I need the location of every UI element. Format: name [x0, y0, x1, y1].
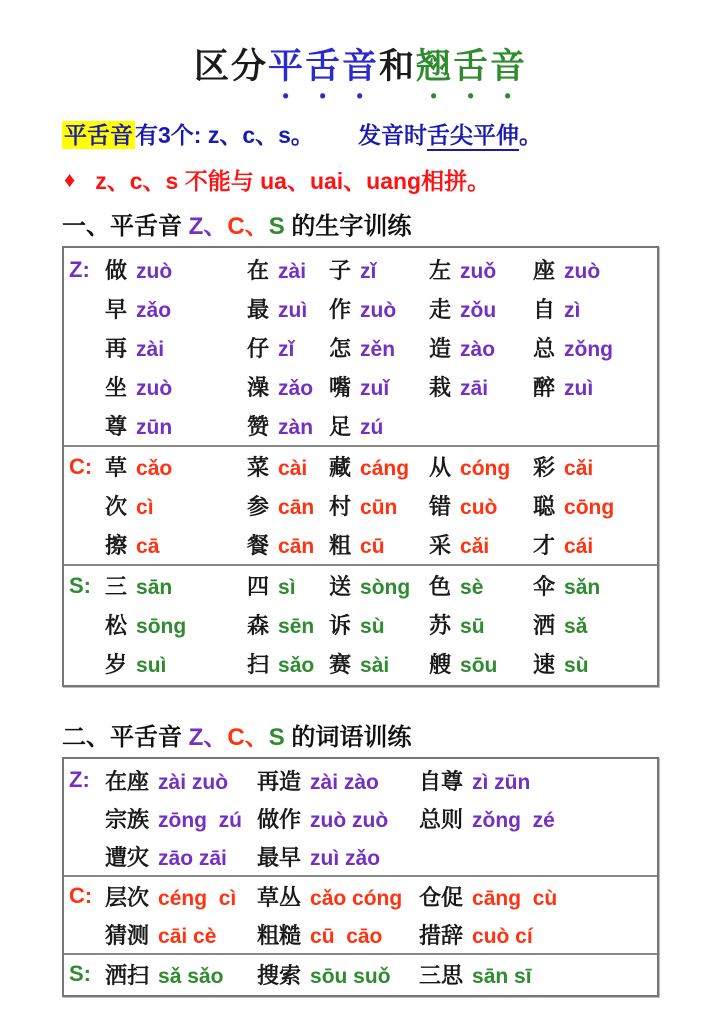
hanzi-text: 最早	[257, 844, 302, 870]
entry	[247, 648, 329, 679]
separator: 、	[244, 724, 269, 752]
hanzi-text: 最	[247, 297, 270, 323]
pinyin-text: zěn	[360, 338, 396, 362]
pinyin-text: cǎo cóng	[310, 886, 403, 910]
pinyin-text: sǎo	[278, 654, 315, 678]
title-retroflex-term: 翘舌音	[416, 47, 528, 86]
entry	[429, 371, 533, 402]
hanzi-text: 层次	[105, 884, 150, 910]
letter-s: S	[268, 213, 285, 241]
entry	[419, 959, 657, 990]
pinyin-text: sū	[460, 615, 485, 639]
hanzi-text: 粗糙	[257, 922, 302, 948]
hanzi-text: 再	[105, 336, 128, 362]
intro-line	[62, 120, 659, 151]
hanzi-text: 仔	[247, 336, 270, 362]
separator: 、	[244, 213, 269, 241]
pinyin-text: zāo zāi	[158, 846, 227, 870]
pinyin-text: cǎi	[564, 457, 594, 481]
entry	[533, 293, 657, 324]
hanzi-text: 苏	[429, 613, 452, 639]
hanzi-text: 醉	[533, 375, 556, 401]
pinyin-text: zǐ	[278, 338, 295, 362]
entry	[257, 765, 419, 796]
table-row	[64, 955, 657, 993]
pinyin-text: zàn	[278, 416, 314, 440]
table-section-s	[64, 564, 657, 683]
pinyin-text: zǐ	[360, 260, 377, 284]
hanzi-text: 在	[247, 258, 270, 284]
entry	[329, 490, 429, 521]
separator: 、	[203, 724, 228, 752]
entry	[533, 371, 657, 402]
entry	[257, 881, 419, 912]
pinyin-text: cáng	[360, 457, 410, 481]
pinyin-text: cuò cí	[472, 924, 533, 948]
entry	[105, 451, 247, 482]
hanzi-text: 宗族	[105, 806, 150, 832]
row-label: S:	[69, 961, 91, 987]
entry	[429, 648, 533, 679]
entry	[105, 648, 247, 679]
hanzi-text: 搜索	[257, 962, 302, 988]
hanzi-text: 岁	[105, 652, 128, 678]
entry	[419, 803, 657, 834]
entry	[533, 451, 657, 482]
pinyin-text: cóng	[460, 457, 511, 481]
table-section-z	[64, 761, 657, 875]
section2-heading	[62, 717, 659, 752]
pinyin-text: zú	[360, 416, 384, 440]
hanzi-text: 四	[247, 574, 270, 600]
entry	[533, 609, 657, 640]
entry	[247, 332, 329, 363]
letter-s: S	[268, 724, 285, 752]
pinyin-text: zuǐ	[360, 377, 390, 401]
intro-right	[358, 120, 542, 151]
table-row	[64, 486, 657, 525]
letter-c: C	[227, 724, 245, 752]
hanzi-text: 赞	[247, 414, 270, 440]
pinyin-text: cāng cù	[472, 886, 558, 910]
entry	[105, 609, 247, 640]
pinyin-text: sān	[136, 576, 173, 600]
table-row	[64, 525, 657, 564]
pinyin-text: sǎn	[564, 576, 601, 600]
pinyin-text: zài zuò	[158, 770, 229, 794]
hanzi-text: 扫	[247, 652, 270, 678]
entry	[533, 490, 657, 521]
pinyin-text: zuò	[360, 299, 397, 323]
hanzi-text: 森	[247, 613, 270, 639]
pinyin-text: sài	[360, 654, 390, 678]
section2-suffix: 的词语训练	[284, 724, 412, 752]
hanzi-text: 总	[533, 336, 556, 362]
hanzi-text: 再造	[257, 768, 302, 794]
pinyin-text: sù	[564, 654, 589, 678]
table-row	[64, 447, 657, 486]
table-row	[64, 877, 657, 915]
entry	[329, 410, 429, 441]
intro-right-pre: 发音时	[357, 122, 427, 148]
pinyin-text: zài	[136, 338, 165, 362]
table-row	[64, 367, 657, 406]
pinyin-text: sì	[278, 576, 296, 600]
table-row	[64, 250, 657, 289]
pinyin-text: zuò	[136, 377, 173, 401]
title-text-black: 区分	[193, 47, 268, 86]
table-row	[64, 837, 657, 875]
entry	[329, 293, 429, 324]
hanzi-text: 采	[429, 533, 452, 559]
entry	[105, 529, 247, 560]
page-title	[62, 44, 659, 106]
entry	[247, 410, 329, 441]
pinyin-text: zào	[460, 338, 496, 362]
pinyin-text: zuò zuò	[310, 808, 389, 832]
hanzi-text: 彩	[533, 455, 556, 481]
pinyin-text: zài	[278, 260, 307, 284]
pinyin-text: cāi cè	[158, 924, 217, 948]
section2-prefix: 二、平舌音	[62, 724, 189, 752]
pinyin-text: zuò	[136, 260, 173, 284]
letter-c: C	[227, 213, 245, 241]
entry	[429, 451, 533, 482]
hanzi-text: 座	[533, 258, 556, 284]
pinyin-text: cuò	[460, 496, 498, 520]
hanzi-text: 送	[329, 574, 352, 600]
entry	[247, 254, 329, 285]
entry	[105, 919, 257, 950]
pinyin-text: cì	[136, 496, 154, 520]
intro-left	[62, 120, 314, 151]
pinyin-text: cǎi	[460, 535, 490, 559]
diamond-bullet-icon: ♦	[64, 166, 76, 192]
entry	[533, 332, 657, 363]
pinyin-text: zì zūn	[472, 770, 531, 794]
entry	[105, 881, 257, 912]
hanzi-text: 栽	[429, 375, 452, 401]
pinyin-text: sōng	[136, 615, 187, 639]
pinyin-text: cā	[136, 535, 160, 559]
entry	[429, 254, 533, 285]
entry	[105, 293, 247, 324]
entry	[105, 490, 247, 521]
separator: 、	[203, 213, 228, 241]
pinyin-text: zūn	[136, 416, 173, 440]
hanzi-text: 村	[329, 494, 352, 520]
hanzi-text: 猜测	[105, 922, 150, 948]
entry	[247, 293, 329, 324]
pinyin-text: zuì	[564, 377, 594, 401]
entry	[419, 765, 657, 796]
entry	[533, 648, 657, 679]
entry	[105, 765, 257, 796]
entry	[329, 570, 429, 601]
hanzi-text: 措辞	[419, 922, 464, 948]
pinyin-text: zǎo	[278, 377, 314, 401]
hanzi-text: 擦	[105, 533, 128, 559]
hanzi-text: 次	[105, 494, 128, 520]
pinyin-text: cūn	[360, 496, 398, 520]
entry	[533, 529, 657, 560]
hanzi-text: 自	[533, 297, 556, 323]
entry	[247, 570, 329, 601]
pinyin-text: sǎ sǎo	[158, 964, 224, 988]
pinyin-text: zuò	[564, 260, 601, 284]
hanzi-text: 聪	[533, 494, 556, 520]
entry	[257, 919, 419, 950]
hanzi-text: 赛	[329, 652, 352, 678]
pinyin-text: cān	[278, 496, 315, 520]
hanzi-text: 诉	[329, 613, 352, 639]
hanzi-text: 怎	[329, 336, 352, 362]
entry	[247, 490, 329, 521]
table-row	[64, 289, 657, 328]
hanzi-text: 遭灾	[105, 844, 150, 870]
row-label: S:	[69, 572, 91, 598]
entry	[329, 609, 429, 640]
word-drill-table	[62, 757, 659, 997]
entry	[429, 609, 533, 640]
pinyin-text: zuì	[278, 299, 308, 323]
character-drill-table	[62, 246, 659, 687]
pinyin-text: cài	[278, 457, 308, 481]
hanzi-text: 嘴	[329, 375, 352, 401]
entry	[105, 410, 247, 441]
entry	[429, 490, 533, 521]
hanzi-text: 做作	[257, 806, 302, 832]
pinyin-text: cái	[564, 535, 594, 559]
intro-right-post: 。	[518, 122, 542, 148]
entry	[247, 609, 329, 640]
pinyin-text: sōu	[460, 654, 498, 678]
hanzi-text: 参	[247, 494, 270, 520]
hanzi-text: 澡	[247, 375, 270, 401]
section1-suffix: 的生字训练	[284, 213, 412, 241]
pinyin-text: sōu suǒ	[310, 964, 391, 988]
entry	[329, 254, 429, 285]
table-row	[64, 566, 657, 605]
entry	[257, 959, 419, 990]
hanzi-text: 速	[533, 652, 556, 678]
hanzi-text: 松	[105, 613, 128, 639]
pinyin-text: sǎ	[564, 615, 588, 639]
hanzi-text: 藏	[329, 455, 352, 481]
entry	[105, 841, 257, 872]
entry	[419, 881, 657, 912]
entry	[105, 959, 257, 990]
entry	[329, 529, 429, 560]
entry	[105, 371, 247, 402]
table-row	[64, 605, 657, 644]
hanzi-text: 作	[329, 297, 352, 323]
entry	[533, 570, 657, 601]
table-section-c	[64, 875, 657, 953]
hanzi-text: 自尊	[419, 768, 464, 794]
pinyin-text: céng cì	[158, 886, 237, 910]
title-flat-tongue-term: 平舌音	[267, 47, 379, 86]
table-row	[64, 799, 657, 837]
pinyin-text: cū	[360, 535, 385, 559]
entry	[247, 451, 329, 482]
entry	[429, 332, 533, 363]
table-row	[64, 915, 657, 953]
entry	[257, 803, 419, 834]
hanzi-text: 从	[429, 455, 452, 481]
hanzi-text: 子	[329, 258, 352, 284]
pinyin-text: zuǒ	[460, 260, 497, 284]
hanzi-text: 仓促	[419, 884, 464, 910]
highlighted-term: 平舌音	[64, 122, 133, 148]
hanzi-text: 在座	[105, 768, 150, 794]
pinyin-text: sēn	[278, 615, 315, 639]
pinyin-text: sān sī	[472, 964, 532, 988]
hanzi-text: 造	[429, 336, 452, 362]
pinyin-text: zài zào	[310, 770, 379, 794]
entry	[419, 919, 657, 950]
pinyin-text: zāi	[460, 377, 489, 401]
entry	[329, 648, 429, 679]
hanzi-text: 做	[105, 258, 128, 284]
hanzi-text: 三思	[419, 962, 464, 988]
hanzi-text: 坐	[105, 375, 128, 401]
hanzi-text: 早	[105, 297, 128, 323]
pinyin-text: cōng	[564, 496, 615, 520]
underlined-phrase: 舌尖平伸	[427, 122, 519, 151]
row-label: C:	[69, 453, 93, 479]
section1-prefix: 一、平舌音	[62, 213, 189, 241]
pinyin-text: zǒng	[564, 338, 613, 362]
entry	[533, 254, 657, 285]
table-row	[64, 761, 657, 799]
row-label: Z:	[69, 767, 90, 793]
table-row	[64, 644, 657, 683]
entry	[329, 332, 429, 363]
pinyin-text: zǒng zé	[472, 808, 555, 832]
entry	[105, 332, 247, 363]
pinyin-text: zǒu	[460, 299, 497, 323]
hanzi-text: 三	[105, 574, 128, 600]
note-line	[64, 163, 659, 196]
row-label: Z:	[69, 256, 90, 282]
hanzi-text: 洒	[533, 613, 556, 639]
pinyin-text: suì	[136, 654, 167, 678]
hanzi-text: 草丛	[257, 884, 302, 910]
pinyin-text: sòng	[360, 576, 411, 600]
entry	[105, 570, 247, 601]
table-row	[64, 328, 657, 367]
hanzi-text: 粗	[329, 533, 352, 559]
entry	[105, 803, 257, 834]
entry	[247, 371, 329, 402]
entry	[105, 254, 247, 285]
pinyin-text: cǎo	[136, 457, 173, 481]
hanzi-text: 艘	[429, 652, 452, 678]
row-label: C:	[69, 883, 93, 909]
table-section-s	[64, 953, 657, 993]
entry	[329, 371, 429, 402]
hanzi-text: 左	[429, 258, 452, 284]
pinyin-text: zuì zǎo	[310, 846, 381, 870]
letter-z: Z	[188, 213, 204, 241]
hanzi-text: 总则	[419, 806, 464, 832]
hanzi-text: 色	[429, 574, 452, 600]
entry	[257, 841, 419, 872]
table-row	[64, 406, 657, 445]
hanzi-text: 足	[329, 414, 352, 440]
entry	[247, 529, 329, 560]
pinyin-text: sù	[360, 615, 385, 639]
title-and: 和	[379, 47, 417, 86]
hanzi-text: 草	[105, 455, 128, 481]
entry	[329, 451, 429, 482]
entry	[429, 570, 533, 601]
hanzi-text: 走	[429, 297, 452, 323]
entry	[429, 293, 533, 324]
hanzi-text: 才	[533, 533, 556, 559]
intro-left-rest: 有3个: z、c、s。	[135, 122, 314, 148]
note-text: z、c、s 不能与 ua、uai、uang相拼。	[95, 168, 491, 195]
section1-heading	[62, 206, 659, 241]
hanzi-text: 洒扫	[105, 962, 150, 988]
hanzi-text: 伞	[533, 574, 556, 600]
hanzi-text: 餐	[247, 533, 270, 559]
pinyin-text: sè	[460, 576, 484, 600]
table-section-z	[64, 250, 657, 445]
pinyin-text: zǎo	[136, 299, 172, 323]
pinyin-text: zōng zú	[158, 808, 242, 832]
pinyin-text: cān	[278, 535, 315, 559]
entry	[429, 529, 533, 560]
pinyin-text: cū cāo	[310, 924, 383, 948]
hanzi-text: 尊	[105, 414, 128, 440]
hanzi-text: 菜	[247, 455, 270, 481]
hanzi-text: 错	[429, 494, 452, 520]
pinyin-text: zì	[564, 299, 581, 323]
table-section-c	[64, 445, 657, 564]
letter-z: Z	[188, 724, 204, 752]
